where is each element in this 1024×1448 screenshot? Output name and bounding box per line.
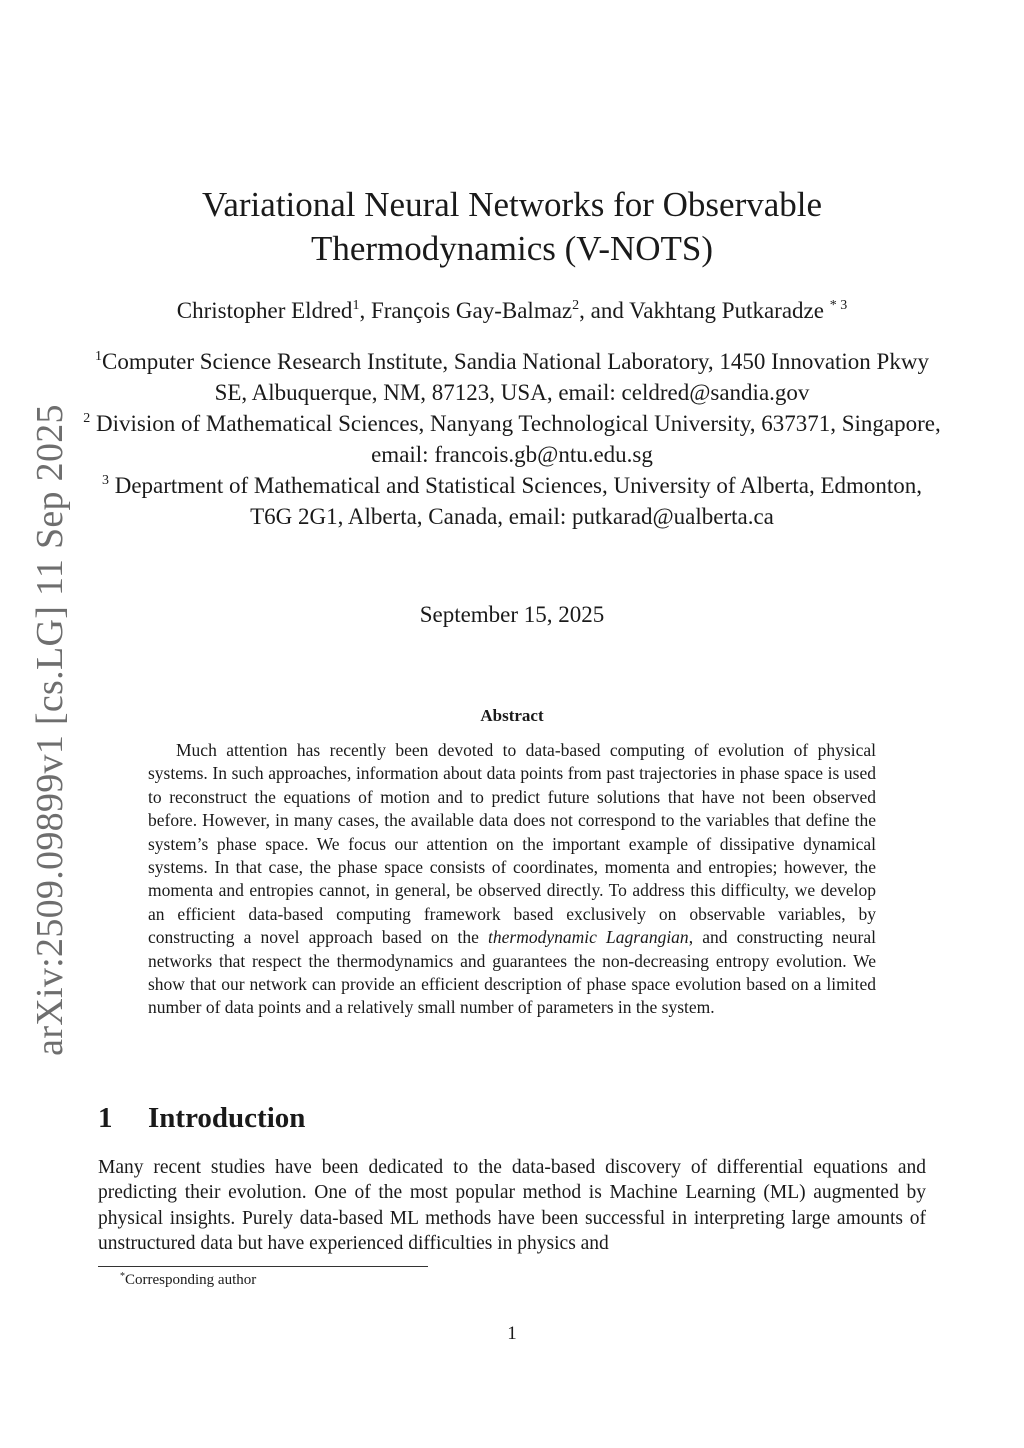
footnote xyxy=(120,1270,256,1290)
abstract-body xyxy=(148,739,876,1020)
paper-title xyxy=(0,183,1024,271)
introduction-paragraph: Many recent studies have been dedicated to the data-based discovery of differential equations and predicting their evolution. One of the most popular method is Machine Learning (ML) augmented by physical insights. Purely data-based ML methods have been successful in interpreting large amounts of unstructured data but have experienced difficulties in physics and xyxy=(98,1157,926,1255)
author-separator: , xyxy=(359,298,371,323)
arxiv-identifier-stamp: arXiv:2509.09899v1 [cs.LG] 11 Sep 2025 xyxy=(29,404,71,1056)
affiliation xyxy=(80,470,944,532)
footnote-text: Corresponding author xyxy=(125,1272,257,1288)
footnote-divider xyxy=(98,1266,428,1267)
affiliation-mark: 1 xyxy=(95,349,103,364)
section-title: Introduction xyxy=(148,1102,306,1134)
affiliation xyxy=(80,408,944,470)
author-affiliation-mark: * 3 xyxy=(829,298,848,313)
affiliation-mark: 2 xyxy=(83,411,91,426)
abstract-text: Much attention has recently been devoted to data-based computing of evolution of physical systems. In such approaches, information about data points from past trajectories in phase space is used to reconstruct the equations of motion and to predict future solutions that have not been observed before. However, in many cases, the available data does not correspond to the variables that define the system’s phase space. We focus our attention on the important example of dissipative dynamical systems. In that case, the phase space consists of coordinates, momenta and entropies; however, the momenta and entropies cannot, in general, be observed directly. To address this difficulty, we develop an efficient data-based computing framework based exclusively on observable variables, by constructing a novel approach based on the xyxy=(148,740,876,948)
author-name: François Gay-Balmaz xyxy=(370,298,573,323)
abstract-emphasis: thermodynamic Lagrangian xyxy=(488,927,689,948)
abstract-heading: Abstract xyxy=(480,706,544,725)
author-name: Vakhtang Putkaradze xyxy=(629,298,824,323)
affiliation-text: Division of Mathematical Sciences, Nanyang Technological University, 637371, Singapore, email: francois.gb@ntu.edu.sg xyxy=(90,411,941,467)
section-heading xyxy=(98,1101,305,1135)
affiliation-list xyxy=(80,346,944,532)
footnote-mark: * xyxy=(120,1271,125,1282)
affiliation-mark: 3 xyxy=(101,473,109,488)
author-affiliation-mark: 2 xyxy=(572,298,580,313)
abstract-text: , and constructing neural networks that respect the thermodynamics and guarantees the non-decreasing entropy evolution. We show that our network can provide an efficient description of phase space evolution based on a limited number of data points and a relatively small number of parameters in the system. xyxy=(148,927,876,1018)
title-line-1: Variational Neural Networks for Observable xyxy=(201,185,823,224)
section-number: 1 xyxy=(98,1102,113,1134)
author-name: Christopher Eldred xyxy=(176,298,353,323)
author-separator: , and xyxy=(579,298,630,323)
author-list xyxy=(0,296,1024,326)
affiliation xyxy=(80,346,944,408)
page-number: 1 xyxy=(507,1323,517,1344)
title-line-2: Thermodynamics (V-NOTS) xyxy=(310,229,714,268)
publication-date: September 15, 2025 xyxy=(419,602,605,627)
affiliation-text: Computer Science Research Institute, Sandia National Laboratory, 1450 Innovation Pkwy SE, Albuquerque, NM, 87123, USA, email: celdred@sandia.gov xyxy=(102,349,929,405)
affiliation-text: Department of Mathematical and Statistical Sciences, University of Alberta, Edmonton, T6G 2G1, Alberta, Canada, email: putkarad@ualberta.ca xyxy=(108,473,923,529)
author-affiliation-mark: 1 xyxy=(352,298,360,313)
